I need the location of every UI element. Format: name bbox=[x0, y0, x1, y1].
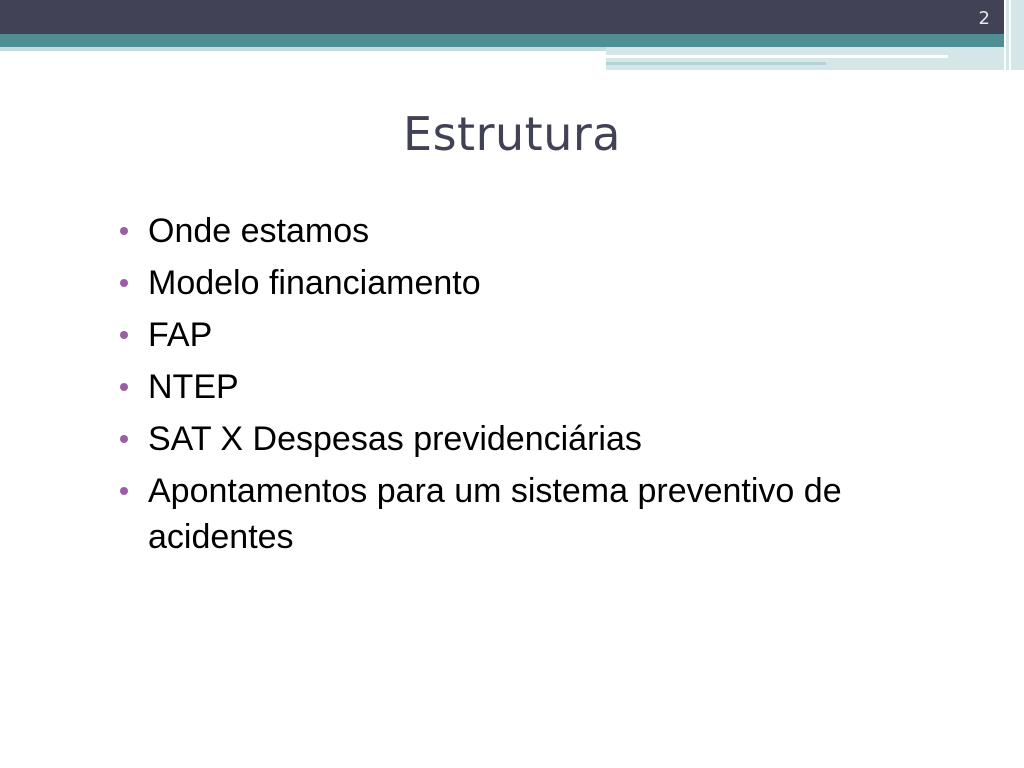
bullet-item bbox=[118, 468, 978, 560]
bullet-text: Apontamentos para um sistema preventivo de acidentes bbox=[148, 472, 842, 556]
slide-title: Estrutura bbox=[403, 107, 621, 161]
bullet-dot-icon bbox=[120, 279, 128, 287]
header-teal-band bbox=[0, 34, 1024, 47]
bullet-dot-icon bbox=[120, 227, 128, 235]
header-white-vertical-line bbox=[1004, 0, 1006, 70]
bullet-item bbox=[118, 208, 978, 254]
header-right-strip bbox=[1011, 0, 1024, 70]
bullet-item bbox=[118, 364, 978, 410]
bullet-text: NTEP bbox=[148, 368, 239, 406]
bullet-list bbox=[118, 208, 978, 566]
bullet-dot-icon bbox=[120, 435, 128, 443]
bullet-dot-icon bbox=[120, 383, 128, 391]
slide-number: 2 bbox=[978, 8, 990, 29]
header-white-line bbox=[606, 55, 948, 58]
bullet-dot-icon bbox=[120, 487, 128, 495]
bullet-item bbox=[118, 416, 978, 462]
header-pale-block bbox=[606, 47, 1004, 70]
bullet-text: Modelo financiamento bbox=[148, 264, 481, 302]
header-light-teal-line bbox=[606, 62, 826, 65]
bullet-item bbox=[118, 260, 978, 306]
bullet-item bbox=[118, 312, 978, 358]
bullet-text: Onde estamos bbox=[148, 212, 370, 250]
bullet-dot-icon bbox=[120, 331, 128, 339]
header-pale-stripe bbox=[0, 47, 606, 51]
bullet-text: SAT X Despesas previdenciárias bbox=[148, 420, 642, 458]
bullet-text: FAP bbox=[148, 316, 213, 354]
header-dark-band bbox=[0, 0, 1024, 34]
